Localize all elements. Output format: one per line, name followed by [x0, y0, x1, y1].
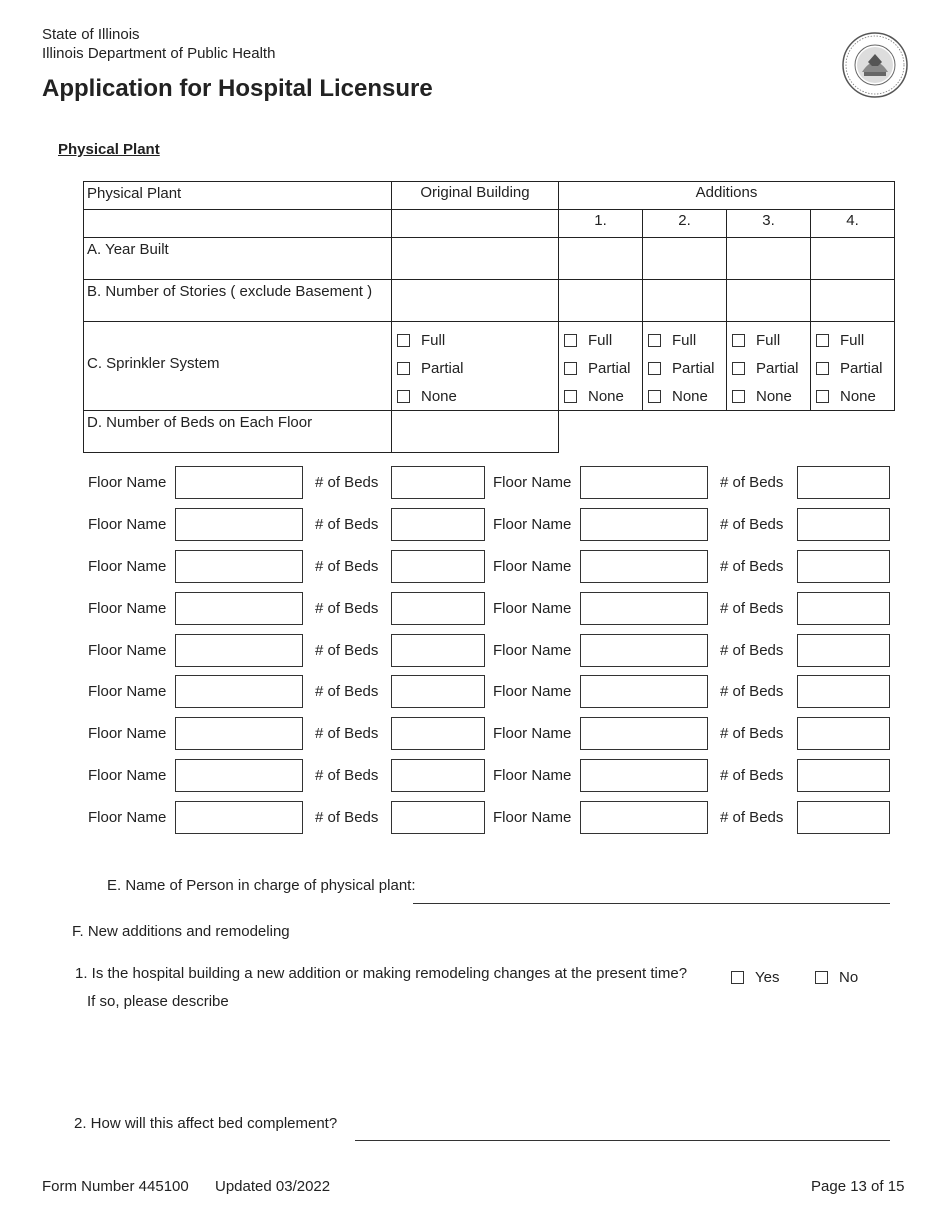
sprinkler-original-full-checkbox[interactable] [397, 334, 410, 347]
option-label: Full [840, 331, 865, 349]
option-label: Partial [840, 359, 883, 377]
describe-area[interactable] [87, 1016, 887, 1096]
beds-label: # of Beds [315, 683, 379, 700]
floor-name-right-input[interactable] [580, 717, 708, 750]
beds-label: # of Beds [315, 809, 379, 826]
floor-name-label: Floor Name [88, 725, 167, 742]
beds-label: # of Beds [315, 516, 379, 533]
sprinkler-addition-2-cell [643, 322, 727, 411]
stories-addition-1-field[interactable] [559, 280, 643, 322]
sprinkler-addition-4-partial-checkbox[interactable] [816, 362, 829, 375]
floor-name-left-input[interactable] [175, 592, 303, 625]
floor-name-right-input[interactable] [580, 675, 708, 708]
row-sprinkler-label: C. Sprinkler System [84, 322, 392, 411]
beds-right-input[interactable] [797, 717, 890, 750]
form-number: Form Number 445100 [42, 1178, 189, 1195]
beds-left-input[interactable] [391, 801, 485, 834]
sprinkler-addition-1-cell [559, 322, 643, 411]
floor-name-right-input[interactable] [580, 634, 708, 667]
year-built-addition-4-field[interactable] [811, 238, 895, 280]
beds-right-input[interactable] [797, 466, 890, 499]
floor-row [0, 634, 950, 668]
year-built-addition-2-field[interactable] [643, 238, 727, 280]
floor-name-label: Floor Name [88, 642, 167, 659]
beds-right-input[interactable] [797, 550, 890, 583]
sprinkler-original-cell [392, 322, 559, 411]
state-name: State of Illinois [42, 26, 140, 43]
option-label: None [756, 387, 792, 405]
sprinkler-addition-2-none-checkbox[interactable] [648, 390, 661, 403]
floor-name-label: Floor Name [493, 809, 572, 826]
beds-right-input[interactable] [797, 592, 890, 625]
floor-name-right-input[interactable] [580, 801, 708, 834]
option-label: Full [588, 331, 613, 349]
sprinkler-addition-3-none-checkbox[interactable] [732, 390, 745, 403]
beds-right-input[interactable] [797, 759, 890, 792]
floor-row [0, 675, 950, 709]
beds-label: # of Beds [720, 725, 784, 742]
department-name: Illinois Department of Public Health [42, 45, 276, 62]
beds-label: # of Beds [720, 683, 784, 700]
option-label: None [840, 387, 876, 405]
option-label: Partial [421, 359, 464, 377]
bed-complement-field[interactable] [355, 1140, 890, 1141]
floor-name-left-input[interactable] [175, 634, 303, 667]
addition-number: 3. [727, 210, 811, 238]
floor-name-label: Floor Name [88, 474, 167, 491]
option-label: None [421, 387, 457, 405]
stories-addition-2-field[interactable] [643, 280, 727, 322]
no-label: No [839, 969, 859, 986]
beds-left-input[interactable] [391, 466, 485, 499]
floor-name-label: Floor Name [88, 683, 167, 700]
yes-checkbox[interactable] [731, 971, 744, 984]
beds-label: # of Beds [720, 558, 784, 575]
beds-left-input[interactable] [391, 759, 485, 792]
sprinkler-addition-1-none-checkbox[interactable] [564, 390, 577, 403]
sprinkler-addition-2-full-checkbox[interactable] [648, 334, 661, 347]
year-built-original-field[interactable] [392, 238, 559, 280]
beds-left-input[interactable] [391, 592, 485, 625]
beds-left-input[interactable] [391, 634, 485, 667]
floor-name-right-input[interactable] [580, 550, 708, 583]
option-label: Full [421, 331, 446, 349]
stories-original-field[interactable] [392, 280, 559, 322]
sprinkler-addition-1-partial-checkbox[interactable] [564, 362, 577, 375]
option-label: Full [672, 331, 697, 349]
section-e-label: E. Name of Person in charge of physical plant: [107, 877, 416, 894]
sprinkler-addition-3-partial-checkbox[interactable] [732, 362, 745, 375]
question-2: 2. How will this affect bed complement? [74, 1115, 338, 1132]
sprinkler-addition-3-full-checkbox[interactable] [732, 334, 745, 347]
floor-name-label: Floor Name [88, 558, 167, 575]
floor-name-left-input[interactable] [175, 717, 303, 750]
floor-row [0, 592, 950, 626]
question-1: 1. Is the hospital building a new addition or making remodeling changes at the present time? [75, 965, 688, 982]
row-stories-label: B. Number of Stories ( exclude Basement ) [84, 280, 392, 322]
stories-addition-3-field[interactable] [727, 280, 811, 322]
sprinkler-original-none-checkbox[interactable] [397, 390, 410, 403]
page-title: Application for Hospital Licensure [42, 75, 433, 102]
beds-label: # of Beds [315, 725, 379, 742]
row-beds-label: D. Number of Beds on Each Floor [84, 411, 392, 453]
beds-label: # of Beds [720, 809, 784, 826]
floor-name-right-input[interactable] [580, 466, 708, 499]
floor-row [0, 801, 950, 835]
floor-name-label: Floor Name [88, 516, 167, 533]
beds-original-field[interactable] [392, 411, 559, 453]
beds-right-input[interactable] [797, 508, 890, 541]
option-label: Partial [756, 359, 799, 377]
floor-name-label: Floor Name [493, 516, 572, 533]
floor-name-left-input[interactable] [175, 801, 303, 834]
sprinkler-addition-2-partial-checkbox[interactable] [648, 362, 661, 375]
section-f-label: F. New additions and remodeling [72, 923, 290, 940]
person-in-charge-field[interactable] [413, 903, 890, 904]
floor-name-label: Floor Name [493, 558, 572, 575]
beds-label: # of Beds [720, 474, 784, 491]
floor-name-label: Floor Name [493, 683, 572, 700]
floor-row [0, 508, 950, 542]
stories-addition-4-field[interactable] [811, 280, 895, 322]
sprinkler-addition-4-cell [811, 322, 895, 411]
floor-name-left-input[interactable] [175, 508, 303, 541]
option-label: None [588, 387, 624, 405]
floor-name-label: Floor Name [88, 600, 167, 617]
floor-name-label: Floor Name [493, 600, 572, 617]
floor-name-right-input[interactable] [580, 759, 708, 792]
sprinkler-original-partial-checkbox[interactable] [397, 362, 410, 375]
beds-left-input[interactable] [391, 550, 485, 583]
floor-name-left-input[interactable] [175, 759, 303, 792]
floor-name-right-input[interactable] [580, 508, 708, 541]
blank-cell [84, 210, 392, 238]
row-year-built-label: A. Year Built [84, 238, 392, 280]
beds-label: # of Beds [315, 767, 379, 784]
beds-label: # of Beds [720, 767, 784, 784]
floor-name-right-input[interactable] [580, 592, 708, 625]
header-physical-plant: Physical Plant [84, 182, 392, 210]
beds-label: # of Beds [720, 516, 784, 533]
section-title: Physical Plant [58, 141, 160, 158]
beds-right-input[interactable] [797, 801, 890, 834]
sprinkler-addition-4-none-checkbox[interactable] [816, 390, 829, 403]
floor-name-label: Floor Name [493, 642, 572, 659]
beds-left-input[interactable] [391, 675, 485, 708]
option-label: Partial [588, 359, 631, 377]
yes-label: Yes [755, 969, 780, 986]
floor-row [0, 759, 950, 793]
floor-name-left-input[interactable] [175, 466, 303, 499]
beds-label: # of Beds [315, 474, 379, 491]
state-seal-icon [842, 32, 908, 98]
no-checkbox[interactable] [815, 971, 828, 984]
floor-name-left-input[interactable] [175, 675, 303, 708]
header-additions: Additions [559, 182, 895, 210]
floor-name-label: Floor Name [493, 725, 572, 742]
floor-name-label: Floor Name [493, 474, 572, 491]
updated-date: Updated 03/2022 [215, 1178, 331, 1195]
sprinkler-addition-4-full-checkbox[interactable] [816, 334, 829, 347]
beds-label: # of Beds [720, 600, 784, 617]
floor-row [0, 466, 950, 500]
floor-name-label: Floor Name [493, 767, 572, 784]
physical-plant-table [83, 181, 895, 453]
page-number: Page 13 of 15 [811, 1178, 905, 1195]
year-built-addition-3-field[interactable] [727, 238, 811, 280]
header-original-building: Original Building [392, 182, 559, 210]
beds-label: # of Beds [315, 558, 379, 575]
year-built-addition-1-field[interactable] [559, 238, 643, 280]
addition-number: 2. [643, 210, 727, 238]
beds-right-input[interactable] [797, 675, 890, 708]
addition-number: 1. [559, 210, 643, 238]
beds-label: # of Beds [720, 642, 784, 659]
beds-label: # of Beds [315, 642, 379, 659]
blank-cell [392, 210, 559, 238]
sprinkler-addition-3-cell [727, 322, 811, 411]
beds-left-input[interactable] [391, 508, 485, 541]
floor-name-label: Floor Name [88, 809, 167, 826]
option-label: Full [756, 331, 781, 349]
floor-row [0, 550, 950, 584]
beds-left-input[interactable] [391, 717, 485, 750]
addition-number: 4. [811, 210, 895, 238]
floor-name-left-input[interactable] [175, 550, 303, 583]
floor-row [0, 717, 950, 751]
option-label: None [672, 387, 708, 405]
beds-label: # of Beds [315, 600, 379, 617]
question-1-sub: If so, please describe [87, 993, 229, 1010]
sprinkler-addition-1-full-checkbox[interactable] [564, 334, 577, 347]
option-label: Partial [672, 359, 715, 377]
beds-right-input[interactable] [797, 634, 890, 667]
floor-name-label: Floor Name [88, 767, 167, 784]
